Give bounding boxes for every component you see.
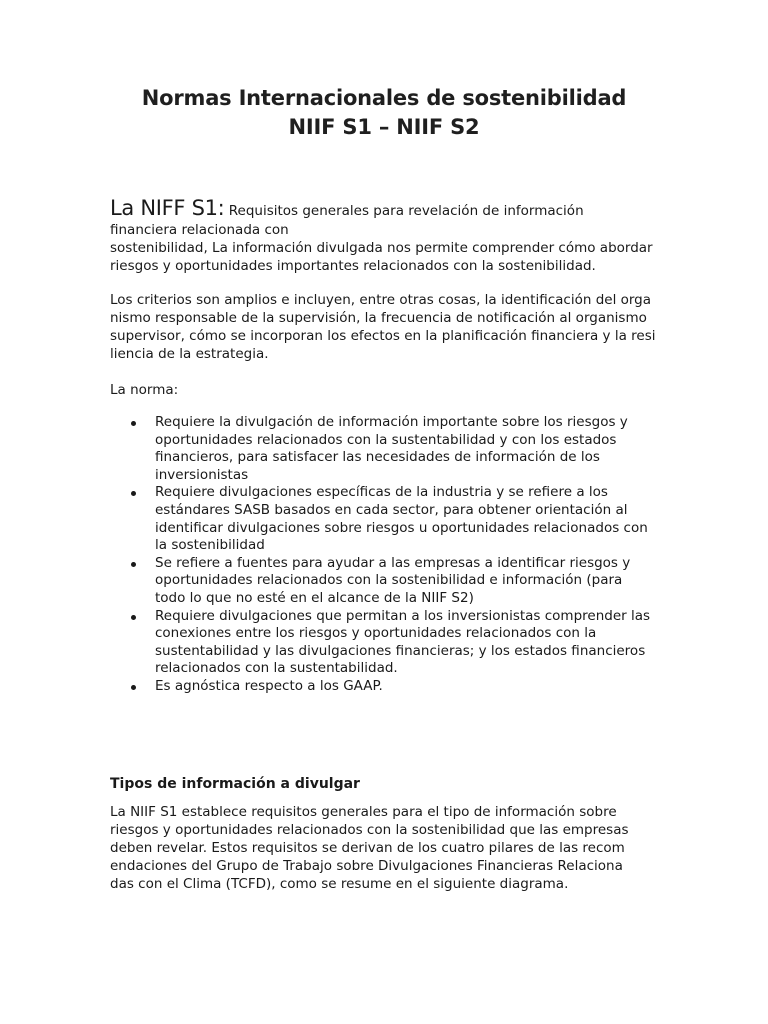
s1-heading: La NIFF S1: (110, 196, 225, 220)
tipos-line: endaciones del Grupo de Trabajo sobre Divulgaciones Financieras Relaciona (110, 858, 623, 874)
list-item-line: sustentabilidad y las divulgaciones financieras; y los estados financieros (155, 642, 646, 659)
criterios-line: nismo responsable de la supervisión, la frecuencia de notificación al organismo (110, 310, 647, 326)
list-item (110, 608, 670, 678)
list-item-line: financieros, para satisfacer las necesidades de información de los (155, 449, 600, 466)
list-item (110, 678, 670, 696)
document-subtitle: NIIF S1 – NIIF S2 (288, 115, 480, 139)
intro-paragraph (110, 194, 670, 275)
list-item-line: identificar divulgaciones sobre riesgos u oportunidades relacionados con (155, 519, 648, 536)
tipos-paragraph (110, 803, 670, 893)
list-item-line: Es agnóstica respecto a los GAAP. (155, 677, 383, 694)
list-item-line: Requiere divulgaciones específicas de la industria y se refiere a los (155, 484, 608, 501)
intro-line-4: riesgos y oportunidades importantes relacionados con la sostenibilidad. (110, 258, 596, 274)
list-item (110, 414, 670, 484)
tipos-line: La NIIF S1 establece requisitos generales para el tipo de información sobre (110, 804, 617, 820)
tipos-line: das con el Clima (TCFD), como se resume en el siguiente diagrama. (110, 876, 569, 892)
list-item (110, 555, 670, 608)
bullet-icon (131, 491, 136, 496)
list-item-line: oportunidades relacionados con la sostenibilidad e información (para (155, 572, 623, 589)
criterios-line: supervisor, cómo se incorporan los efectos en la planificación financiera y la resi (110, 328, 656, 344)
list-item-line: conexiones entre los riesgos y oportunidades relacionados con la (155, 625, 597, 642)
criterios-line: Los criterios son amplios e incluyen, entre otras cosas, la identificación del orga (110, 292, 652, 308)
criterios-line: liencia de la estrategia. (110, 346, 269, 362)
list-item-line: inversionistas (155, 466, 249, 483)
tipos-line: riesgos y oportunidades relacionados con la sostenibilidad que las empresas (110, 822, 629, 838)
list-item-line: todo lo que no esté en el alcance de la NIIF S2) (155, 589, 474, 606)
bullet-icon (131, 615, 136, 620)
bullet-icon (131, 562, 136, 567)
norma-bullet-list (110, 414, 670, 696)
list-item-line: Requiere la divulgación de información importante sobre los riesgos y (155, 414, 628, 430)
intro-line-2: financiera relacionada con (110, 222, 289, 238)
document-title: Normas Internacionales de sostenibilidad (141, 86, 627, 110)
section-heading-tipos: Tipos de información a divulgar (110, 776, 360, 792)
bullet-icon (131, 421, 136, 426)
list-item-line: Requiere divulgaciones que permitan a los inversionistas comprender las (155, 607, 651, 624)
list-item-line: relacionados con la sustentabilidad. (155, 660, 398, 677)
intro-line-3: sostenibilidad, La información divulgada nos permite comprender cómo abordar (110, 240, 653, 256)
intro-line-1-rest: Requisitos generales para revelación de información (224, 203, 584, 219)
bullet-icon (131, 685, 136, 690)
list-item-line: la sostenibilidad (155, 537, 265, 554)
criterios-paragraph (110, 291, 670, 363)
list-item-line: estándares SASB basados en cada sector, para obtener orientación al (155, 501, 628, 518)
list-item-line: oportunidades relacionados con la sustentabilidad y con los estados (155, 431, 617, 448)
tipos-line: deben revelar. Estos requisitos se derivan de los cuatro pilares de las recom (110, 840, 625, 856)
la-norma-label: La norma: (110, 382, 179, 398)
list-item (110, 484, 670, 554)
list-item-line: Se refiere a fuentes para ayudar a las empresas a identificar riesgos y (155, 554, 631, 571)
